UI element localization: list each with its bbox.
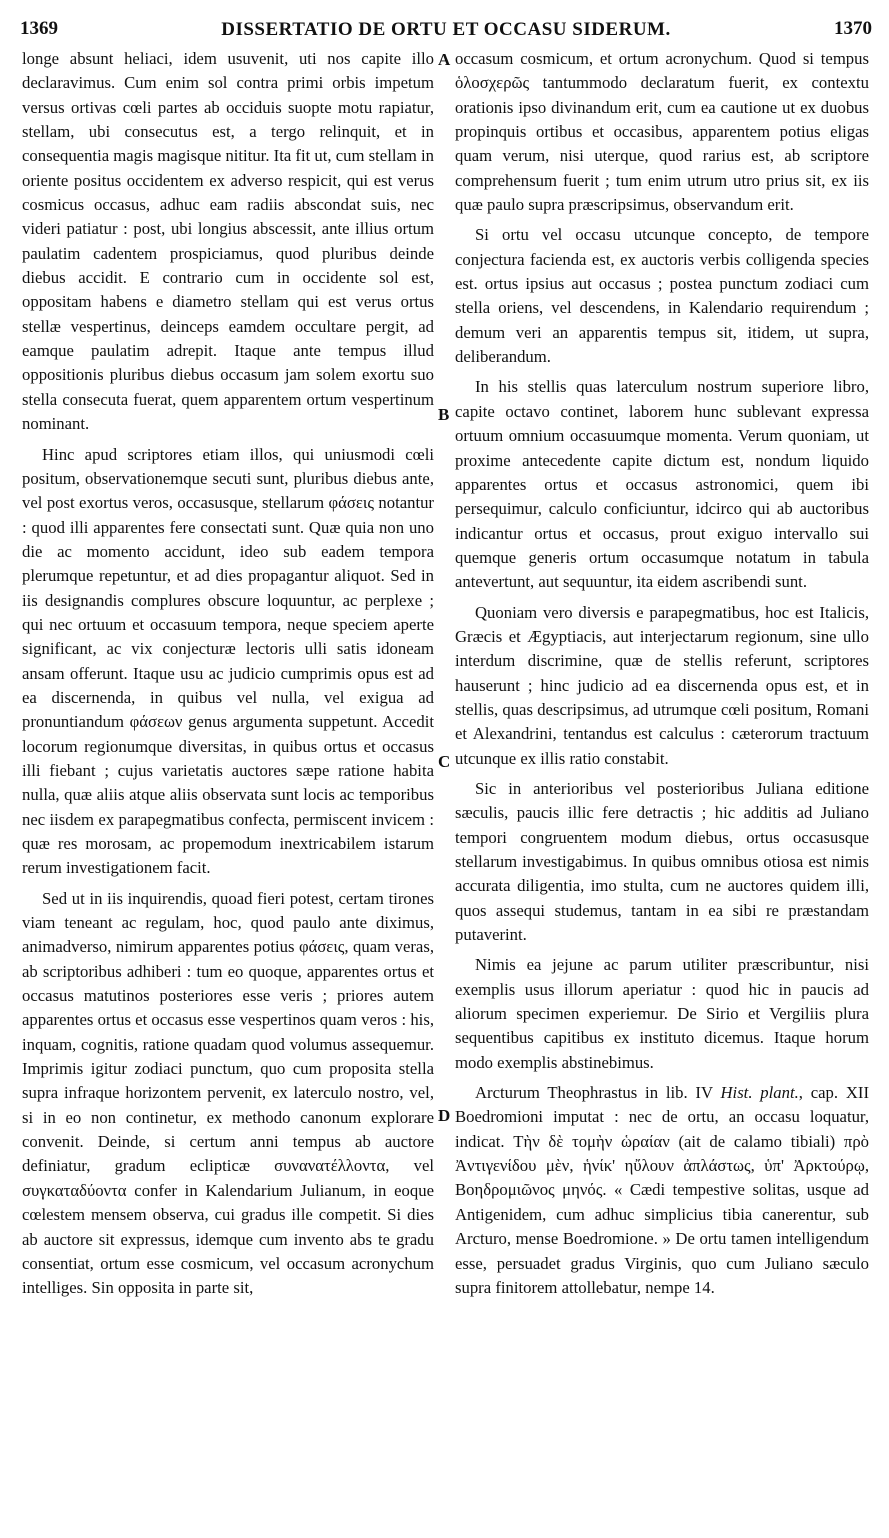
final-lead: Arcturum Theophrastus in lib. IV [475, 1083, 721, 1103]
left-column [22, 47, 434, 1307]
left-paragraph-1: longe absunt heliaci, idem usuvenit, uti nos capite illo declaravimus. Cum enim sol contra primi orbis impetum versus ortivas cœli partes ab occiduis suopte motu rapiatur, stellam, ubi consecutus est, a tergo relinquit, et in consequentia magis magisque nititur. Ita fit ut, cum stellam in oriente positus occidentem ex adverso respicit, qui est verus cosmicus occasus, adhuc eam radiis abscondat suis, nec videri patiatur : post, ubi longius abscessit, ante illius ortum paulatim cadentem prospiciamus, quod pluribus deinde diebus accidit. E contrario cum in occidente sol est, oppositam habens e diametro stellam qui est verus ortus stellæ vespertinus, deinceps eamdem occultare pergit, ad eamque paulatim adrepit. Itaque ante tempus illud oppositionis pluribus diebus occasum jam solem exortu suo stella consecuta fuerat, quem apparentem ortum vespertinum nominant. [22, 49, 435, 434]
right-paragraph-6: Nimis ea jejune ac parum utiliter præscribuntur, nisi exemplis usus illorum aperiatur : quod hic in paucis ad aliorum specimen experiemur. De Sirio et Vergiliis plura sequentibus capitibus ex instituto dicemus. Itaque horum modo exemplis abstinebimus. [455, 955, 869, 1072]
running-header [20, 18, 872, 48]
right-paragraph-7 [455, 1081, 869, 1300]
running-title: DISSERTATIO DE ORTU ET OCCASU SIDERUM. [221, 19, 671, 40]
page-number-left: 1369 [20, 18, 58, 39]
margin-marker-b: B [438, 405, 450, 424]
right-paragraph-4: Quoniam vero diversis e parapegmatibus, hoc est Italicis, Græcis et Ægyptiacis, aut interjectarum regionum, sine ullo interdum discrimine, quæ de stellis referunt, scriptores hauserunt ; hinc judicio ad ea discernenda opus est, et in stellis, quas descripsimus, ad utrumque cœli positum, Romani et Alexandrini, tentandus est calculus : cæterorum tractuum utcunque ex illis ratio constabit. [455, 602, 869, 768]
final-rest: , cap. XII Boedromioni imputat : nec de ortu, an occasu loquatur, indicat. Τὴν δὲ τομὴν ὡραίαν (ait de calamo tibiali) πρὸ Ἀντιγενίδου μὲν, ἡνίκ' ηὔλουν ἀπλάστως, ὑπ' Ἀρκτούρῳ, Βοηδρομιῶνος μηνός. « Cædi tempestive solitas, usque ad Antigenidem, cum adhuc simplicius tibia canerentur, sub Arcturo, mense Boedromione. » De ortu tamen intelligendum esse, persuadet gradus Virginis, quo cum Juliano sæculo supra finitorem attollebatur, nempe 14. [455, 1083, 870, 1297]
right-paragraph-1: occasum cosmicum, et ortum acronychum. Quod si tempus ὁλοσχερῶς tantummodo declaratum fuerit, ex contextu orationis ipso divinandum erit, cum ea cautione ut ex duobus propinquis ortibus et occasibus, apparentem potius eligas quam verum, nisi uterque, quod rarius est, ab scriptore comprehensum fuerit ; tum enim utrum utro prius sit, ex iis quæ paulo supra præscripsimus, observandum erit. [455, 49, 869, 215]
left-paragraph-2: Hinc apud scriptores etiam illos, qui uniusmodi cœli positum, observationemque secuti sunt, pluribus diebus ante, vel post exortus veros, occasusque, stellarum φάσεις notantur : quod illi apparentes fere consectati sunt. Quæ quia non uno die ac momento accidunt, ideo sub eadem tempora plerumque repetuntur, et ad dies propagantur aliquot. Sed in iis designandis complures obscure loquuntur, ac perplexe ; qui nec ortuum et occasuum tempora, neque speciem aperte significant, ac vix conjecturæ lectoris ulli satis idoneam ansam offerunt. Itaque usu ac judicio cumprimis opus est ad ea discernenda, in quibus vel nulla, vel exigua ad pronuntiandum φάσεων genus argumenta suppetunt. Accedit locorum regionumque diversitas, in quibus ortus et occasus illi fiebant ; cujus varietatis auctores sæpe ratione habita nulla, quæ aliis atque aliis observata sunt locis ac temporibus nec iisdem ex parapegmatibus confecta, permiscent invicem : quæ res morosam, ac propemodum inextricabilem istarum rerum investigationem facit. [22, 444, 434, 878]
margin-marker-a: A [438, 50, 451, 69]
right-paragraph-3: In his stellis quas laterculum nostrum superiore libro, capite octavo continet, laborem hunc sublevant expressa ortuum omnium occasuumque momenta. Verum quoniam, ut proxime antecedente capite dictum est, nondum liquido apparentes ortus et occasus astronomici, quem ibi persequimur, calculo conficiuntur, idcirco qui ab auctoribus indicantur ortus et occasus, prout exiguo intervallo sui quemque generis ortum occasumque notatum in tabula antevertunt, aut sequuntur, ita eidem ascribendi sunt. [455, 377, 869, 592]
right-column [455, 47, 869, 1306]
work-title: Hist. plant. [720, 1083, 799, 1103]
left-paragraph-3: Sed ut in iis inquirendis, quoad fieri potest, certam tirones viam teneant ac regulam, hoc, quod paulo ante diximus, animadverso, nimirum apparentes potius φάσεις, quam veras, ab scriptoribus adhiberi : tum eo quoque, apparentes ortus et occasus matutinos posteriores esse veris ; priores autem apparentes ortus et occasus esse vespertinos quam veros : his, inquam, cognitis, ratione quadam quod volumus assequemur. Imprimis igitur zodiaci punctum, quo cum proposita stella supra infraque horizontem pervenit, ex laterculo nostro, vel, si in eo non continetur, ex methodo canonum explorare convenit. Deinde, si certum anni tempus ab auctore definiatur, gradum eclipticæ συνανατέλλοντα, vel συγκαταδύοντα confer in Kalendarium Julianum, in eoque cœlestem mensem observa, cui gradus ille competit. Si dies ab auctore sit expressus, idemque cum invento abs te gradu consentiat, ortum esse cosmicum, vel occasum acronychum intelliges. Sin opposita in parte sit, [22, 888, 434, 1298]
margin-marker-c: C [438, 752, 451, 771]
right-paragraph-2: Si ortu vel occasu utcunque concepto, de tempore conjectura facienda est, ex auctoris verbis colligenda species est. ortus ipsius aut occasus ; postea punctum zodiaci cum stella oriens, vel descendens, in Kalendario requirendum ; demum veri an apparentis tempus sit, itidem, ut supra, deliberandum. [455, 225, 869, 367]
page-number-right: 1370 [834, 18, 872, 39]
right-paragraph-5: Sic in anterioribus vel posterioribus Juliana editione sæculis, paucis illic fere detractis ; hic additis ad Juliano tempori congruentem modum diebus, ortus occasusque stellarum investigabimus. In quibus omnibus otiosa est nimis accurata diligentia, imo stulta, cum ne auctores quidem illi, quos assequi studemus, tantam in ea sibi re præstandam putaverint. [455, 778, 869, 945]
margin-marker-d: D [438, 1106, 451, 1125]
